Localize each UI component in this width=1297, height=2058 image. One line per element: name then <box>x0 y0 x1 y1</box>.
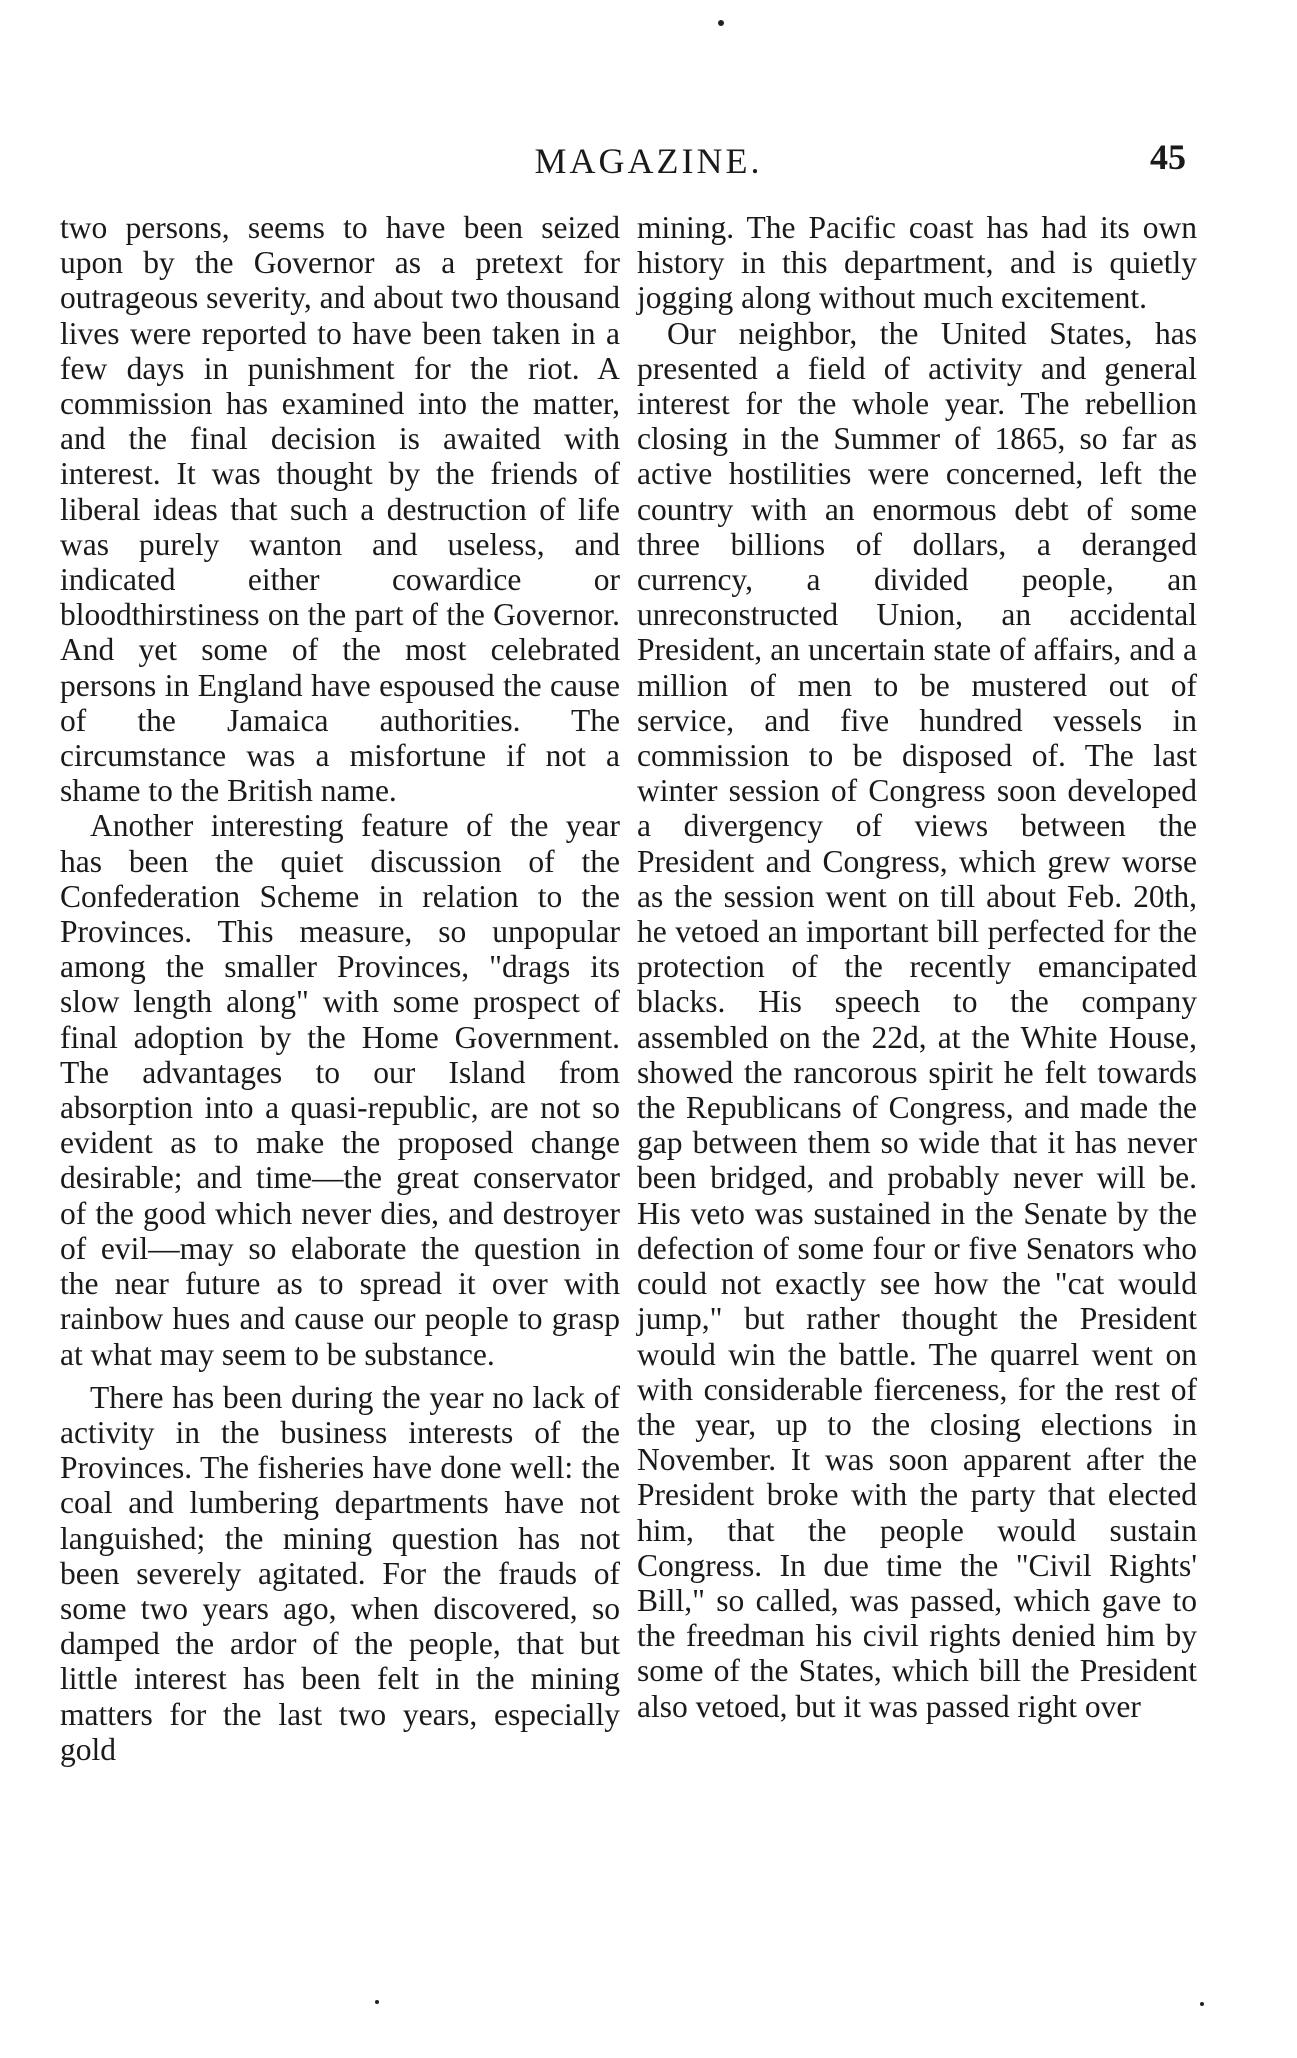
ink-speck-bottom-right <box>1200 2002 1204 2006</box>
page-number: 45 <box>1150 137 1186 177</box>
left-paragraph-1: two persons, seems to have been seized upon by the Governor as a pretext for outrageous severity, and about two thousand lives were reported to have been taken in a few days in punishment for the riot. A commission has examined into the matter, and the final decision is awaited with interest. It was thought by the friends of liberal ideas that such a destruction of life was purely wanton and useless, and indicated either cowardice or bloodthirstiness on the part of the Governor. And yet some of the most celebrated persons in England have espoused the cause of the Jamaica authorities. The circumstance was a misfortune if not a shame to the British name. <box>60 210 620 809</box>
left-column <box>60 210 620 1767</box>
left-paragraph-2: Another interesting feature of the year has been the quiet discussion of the Confederation Scheme in relation to the Provinces. This measure, so unpopular among the smaller Provinces, "drags its slow length along" with some prospect of final adoption by the Home Government. The advantages to our Island from absorption into a quasi-republic, are not so evident as to make the proposed change desirable; and time—the great conservator of the good which never dies, and destroyer of evil—may so elaborate the question in the near future as to spread it over with rainbow hues and cause our people to grasp at what may seem to be substance. <box>60 808 620 1372</box>
ink-speck-top <box>718 20 724 26</box>
right-column <box>637 210 1197 1724</box>
right-paragraph-1: mining. The Pacific coast has had its own history in this department, and is quietly jogging along without much excitement. <box>637 210 1197 316</box>
left-paragraph-3: There has been during the year no lack of activity in the business interests of the Provinces. The fisheries have done well: the coal and lumbering departments have not languished; the mining question has not been severely agitated. For the frauds of some two years ago, when discovered, so damped the ardor of the people, that but little interest has been felt in the mining matters for the last two years, especially gold <box>60 1379 620 1767</box>
right-paragraph-2: Our neighbor, the United States, has presented a field of activity and general interest for the whole year. The rebellion closing in the Summer of 1865, so far as active hostilities were concerned, left the country with an enormous debt of some three billions of dollars, a deranged currency, a divided people, an unreconstructed Union, an accidental President, an uncertain state of affairs, and a million of men to be mustered out of service, and five hundred vessels in commission to be disposed of. The last winter session of Congress soon developed a divergency of views between the President and Congress, which grew worse as the session went on till about Feb. 20th, he vetoed an important bill perfected for the protection of the recently emancipated blacks. His speech to the company assembled on the 22d, at the White House, showed the rancorous spirit he felt towards the Republicans of Congress, and made the gap between them so wide that it has never been bridged, and probably never will be. His veto was sustained in the Senate by the defection of some four or five Senators who could not exactly see how the "cat would jump," but rather thought the President would win the battle. The quarrel went on with considerable fierceness, for the rest of the year, up to the closing elections in November. It was soon apparent after the President broke with the party that elected him, that the people would sustain Congress. In due time the "Civil Rights' Bill," so called, was passed, which gave to the freedman his civil rights denied him by some of the States, which bill the President also vetoed, but it was passed right over <box>637 315 1197 1724</box>
ink-speck-bottom-left <box>375 2000 379 2004</box>
running-header-title: MAGAZINE. <box>534 141 763 181</box>
